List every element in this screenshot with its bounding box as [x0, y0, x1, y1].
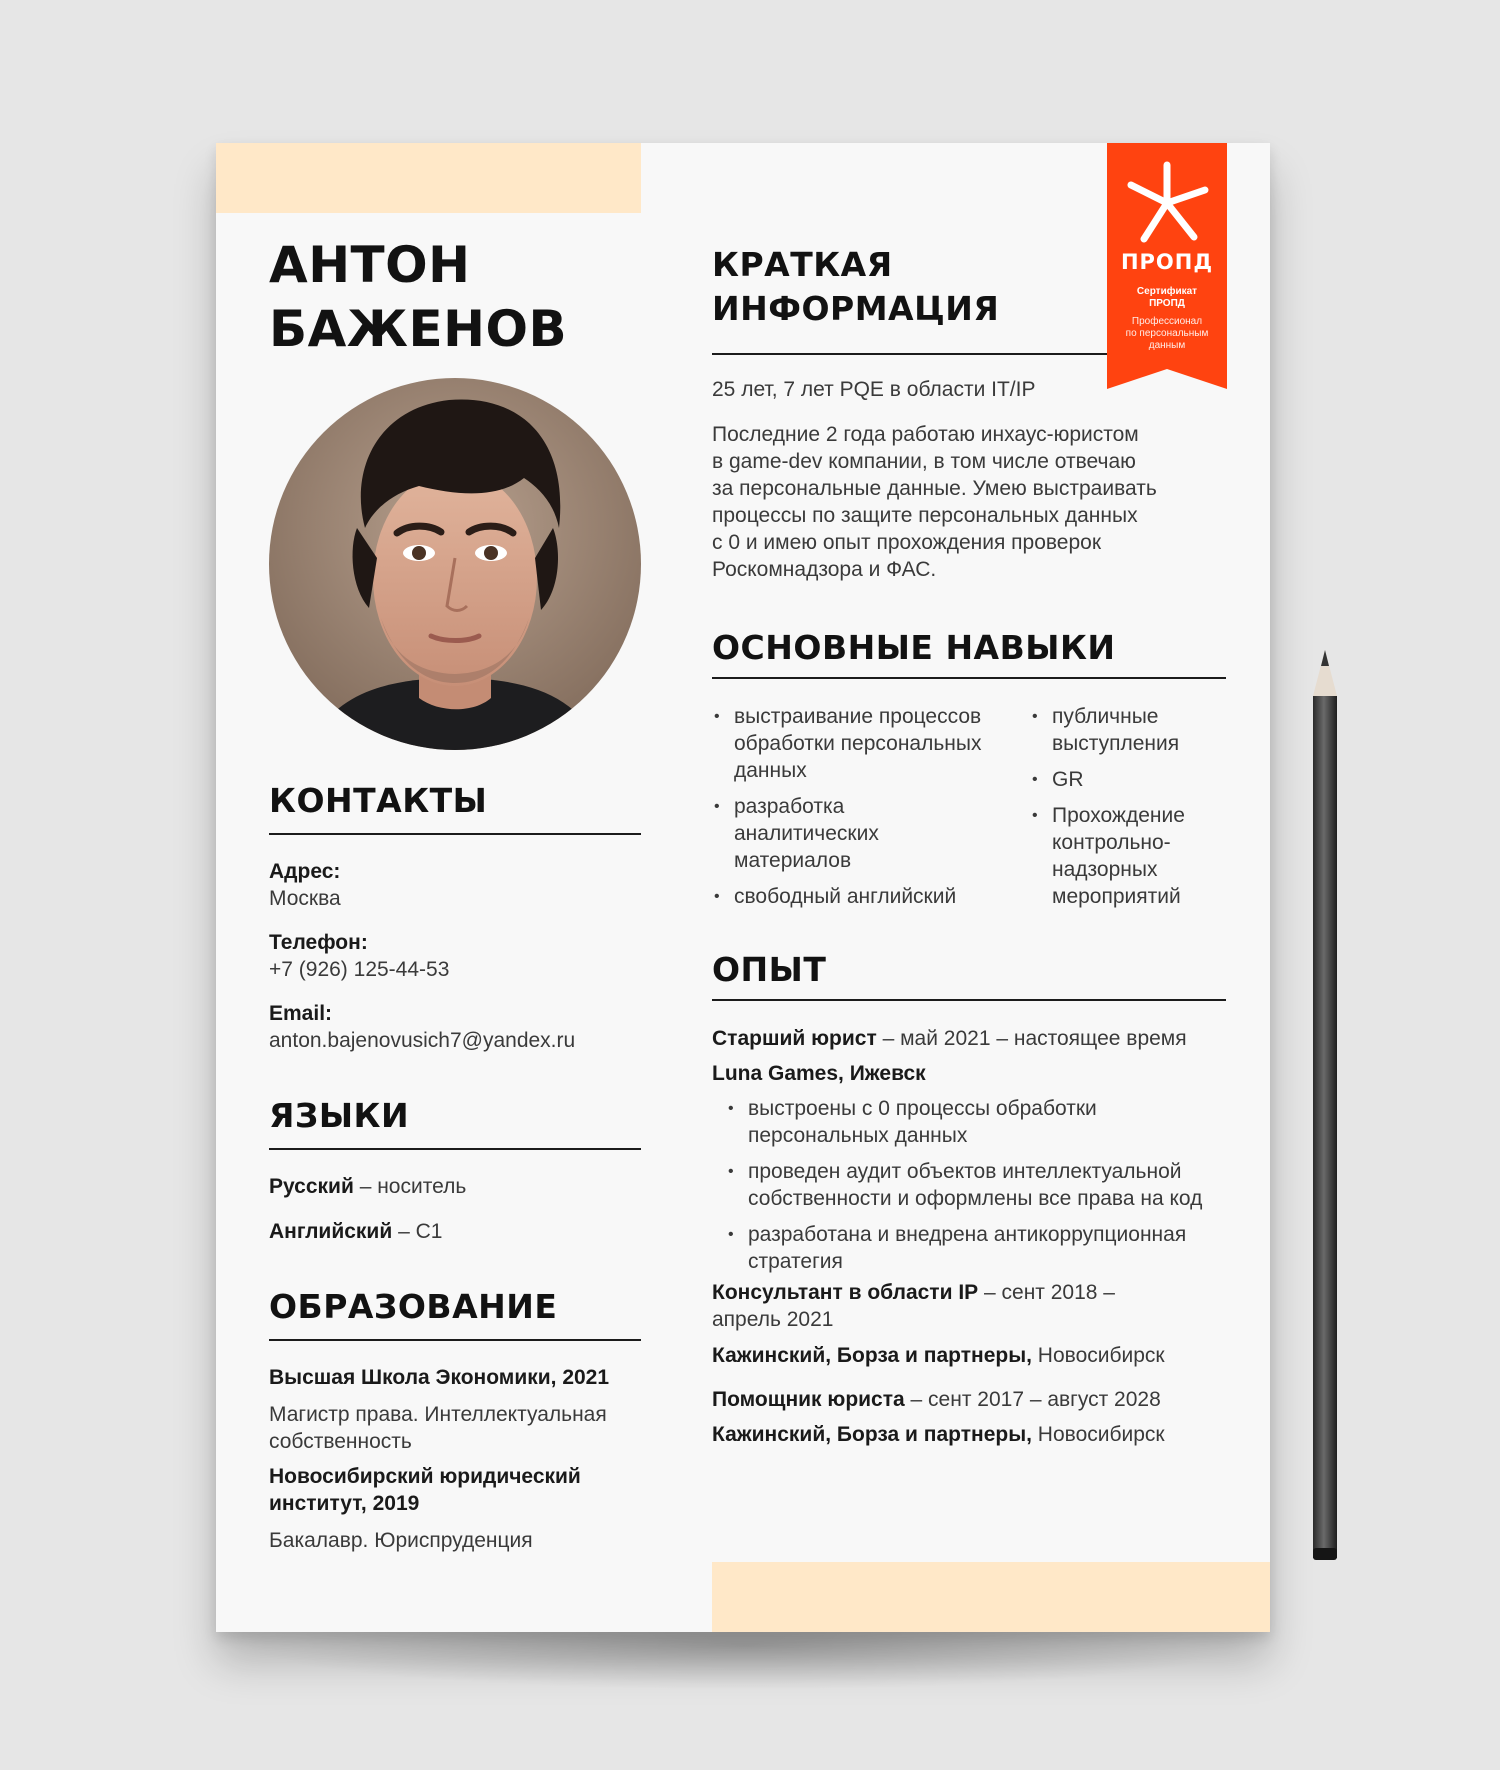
skills-heading: ОСНОВНЫЕ НАВЫКИ [712, 628, 1116, 667]
education-school: Новосибирский юридический институт, 2019 [269, 1465, 581, 1515]
contacts-rule [269, 833, 641, 835]
language-name: Русский [269, 1175, 354, 1198]
badge-cert-line2: ПРОПД [1149, 298, 1185, 309]
pencil-decoration [1305, 648, 1345, 1568]
languages-section [269, 1173, 641, 1245]
languages-heading: ЯЗЫКИ [269, 1096, 410, 1135]
job-achievement: • выстроены с 0 процессы обработки персональных данных [726, 1095, 1148, 1149]
education-school: Высшая Школа Экономики, 2021 [269, 1366, 610, 1389]
skill-item: • публичные выступления [1030, 703, 1212, 757]
resume-sheet [216, 143, 1270, 1632]
badge-desc-line2: по персональным [1125, 328, 1209, 339]
language-item [269, 1218, 641, 1245]
job-period: – сент 2017 – август 2028 [904, 1388, 1161, 1411]
summary-text-line: за персональные данные. Умею выстраивать [712, 477, 1157, 500]
skill-item: • выстраивание процессов обработки персональных данных [712, 703, 1004, 784]
skill-item: • GR [1030, 766, 1226, 793]
summary-text-line: с 0 и имею опыт прохождения проверок [712, 531, 1102, 554]
phone-value: +7 (926) 125-44-53 [269, 958, 450, 981]
skill-item: • свободный английский [712, 883, 1024, 910]
job-title [712, 1279, 1152, 1333]
badge-desc-line3: данным [1148, 340, 1186, 351]
badge-brand: ПРОПД [1120, 250, 1214, 274]
summary-text-line: Роскомнадзора и ФАС. [712, 558, 937, 581]
summary-rule [712, 353, 1107, 355]
contacts-section [269, 859, 641, 1054]
badge-cert-line1: Сертификат [1136, 286, 1198, 297]
job-title [712, 1386, 1232, 1413]
language-level: – С1 [392, 1220, 443, 1243]
summary-heading-line1: КРАТКАЯ [712, 245, 893, 284]
language-level: – носитель [353, 1175, 467, 1198]
name-last: БАЖЕНОВ [269, 300, 568, 358]
job-period: – май 2021 – настоящее время [876, 1027, 1187, 1050]
education-heading: ОБРАЗОВАНИЕ [269, 1287, 558, 1326]
job-company-name: Luna Games, Ижевск [712, 1062, 926, 1085]
experience-section [712, 1025, 1232, 1448]
education-rule [269, 1339, 641, 1341]
job-achievement: • разработана и внедрена антикоррупционная стратегия [726, 1221, 1248, 1275]
summary-text [712, 421, 1232, 583]
education-degree: Магистр права. Интеллектуальная собственность [269, 1403, 607, 1453]
email-label: Email: [269, 1002, 333, 1025]
summary-section [712, 376, 1232, 583]
experience-heading: ОПЫТ [712, 950, 827, 989]
skill-item: • разработка аналитических материалов [712, 793, 954, 874]
email-value: anton.bajenovusich7@yandex.ru [269, 1029, 576, 1052]
language-name: Английский [269, 1220, 393, 1243]
summary-text-line: процессы по защите персональных данных [712, 504, 1138, 527]
skill-item: • Прохождение контрольно-надзорных мероприятий [1030, 802, 1212, 910]
summary-experience: 25 лет, 7 лет PQE в области IT/IP [712, 378, 1036, 401]
job-city: Новосибирск [1031, 1423, 1165, 1446]
job-position: Старший юрист [712, 1027, 877, 1050]
badge-desc-line1: Профессионал [1131, 316, 1203, 327]
summary-heading [712, 243, 1092, 331]
candidate-name [269, 233, 649, 361]
summary-text-line: в game-dev компании, в том числе отвечаю [712, 450, 1136, 473]
address-value: Москва [269, 887, 341, 910]
job-company-name: Кажинский, Борза и партнеры, [712, 1344, 1032, 1367]
top-accent-block [216, 143, 641, 213]
skills-column-1 [712, 703, 1012, 910]
profile-photo [269, 378, 641, 750]
job-city: Новосибирск [1031, 1344, 1165, 1367]
job-achievement: • проведен аудит объектов интеллектуальной собственности и оформлены все права на код [726, 1158, 1228, 1212]
job-company [712, 1060, 1232, 1087]
job-title [712, 1025, 1232, 1052]
name-first: АНТОН [269, 236, 471, 294]
summary-heading-line2: ИНФОРМАЦИЯ [712, 289, 1000, 328]
job-position: Помощник юриста [712, 1388, 905, 1411]
job-company [712, 1342, 1232, 1369]
bottom-accent-block [712, 1562, 1270, 1632]
job-period: – сент 2018 – апрель 2021 [712, 1281, 1115, 1331]
skills-column-2 [1030, 703, 1226, 910]
job-company [712, 1421, 1232, 1448]
education-section [269, 1364, 641, 1554]
contacts-heading: КОНТАКТЫ [269, 781, 488, 820]
address-label: Адрес: [269, 860, 341, 883]
language-item [269, 1173, 641, 1200]
certificate-badge [1107, 143, 1227, 389]
skills-rule [712, 677, 1226, 679]
summary-text-line: Последние 2 года работаю инхаус-юристом [712, 423, 1139, 446]
job-position: Консультант в области IP [712, 1281, 979, 1304]
education-degree: Бакалавр. Юриспруденция [269, 1529, 533, 1552]
phone-label: Телефон: [269, 931, 368, 954]
languages-rule [269, 1148, 641, 1150]
experience-rule [712, 999, 1226, 1001]
job-company-name: Кажинский, Борза и партнеры, [712, 1423, 1032, 1446]
